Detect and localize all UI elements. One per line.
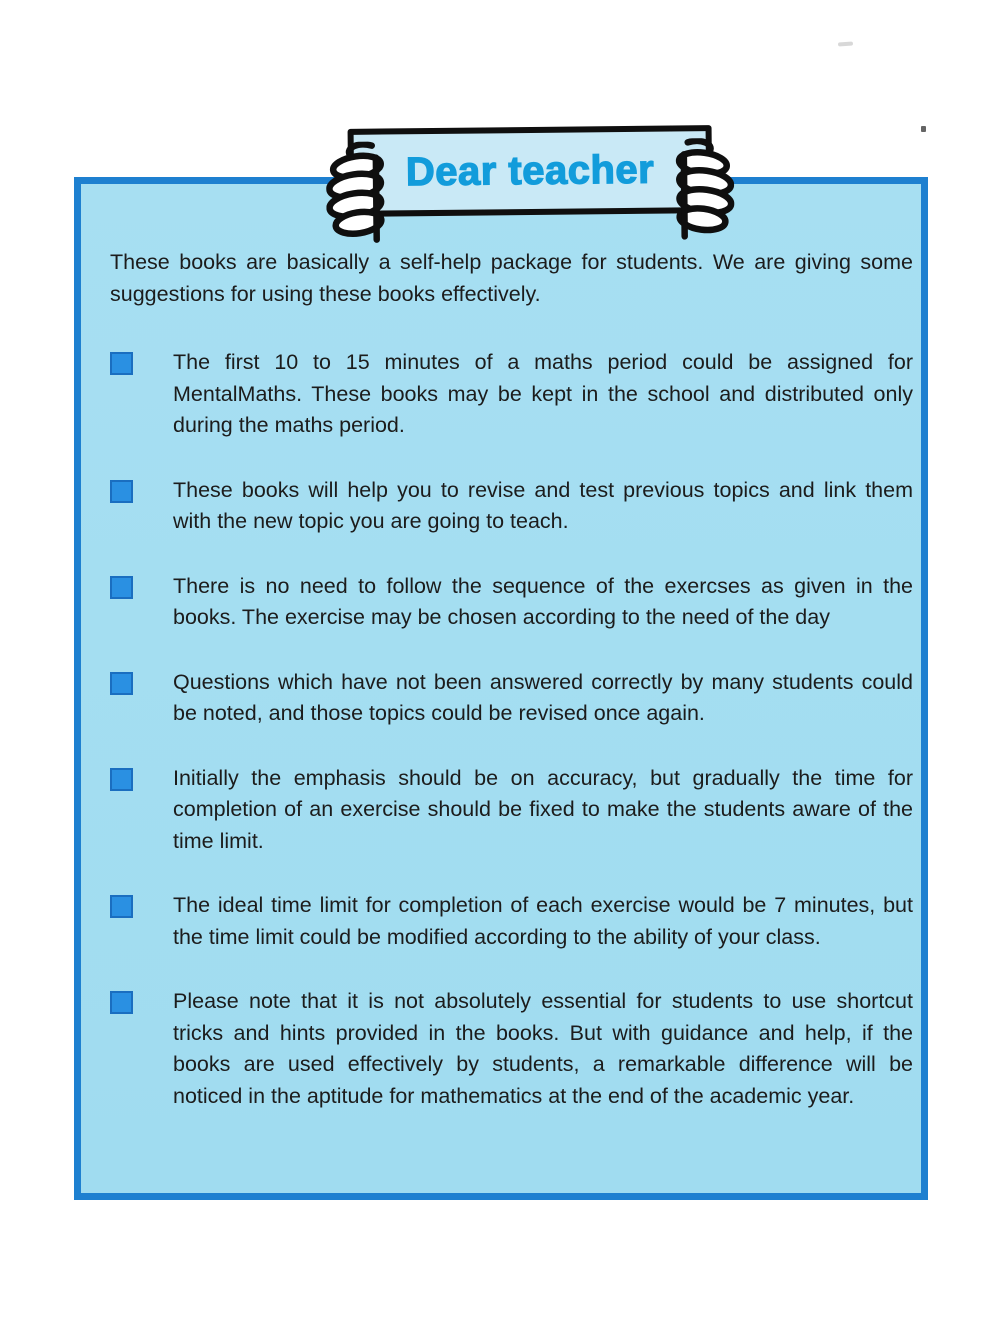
bullet-text: There is no need to follow the sequence of the exercses as given in the books. The exercise may be chosen according to the need of the day	[173, 573, 913, 629]
bullet-item	[110, 986, 913, 1112]
intro-paragraph: These books are basically a self-help package for students. We are giving some suggestions for using these books effectively.	[110, 250, 913, 306]
bullet-square-icon	[110, 672, 133, 695]
scan-artifact-dot	[921, 126, 926, 132]
panel-content	[81, 184, 921, 1193]
bullet-square-icon	[110, 895, 133, 918]
scan-artifact-dash	[838, 41, 853, 46]
dear-teacher-banner	[348, 125, 713, 217]
bullet-text: Please note that it is not absolutely essential for students to use shortcut tricks and hints provided in the books. But with guidance and help, if the books are used effectively by students, a remarkable difference will be noticed in the aptitude for mathematics at the end of the academic year.	[173, 989, 913, 1108]
bullet-item	[110, 347, 913, 442]
bullet-item	[110, 763, 913, 858]
page-title: Dear teacher	[405, 147, 655, 194]
bullet-item	[110, 890, 913, 953]
bullet-text: The first 10 to 15 minutes of a maths period could be assigned for MentalMaths. These books may be kept in the school and distributed only during the maths period.	[173, 350, 913, 437]
bullet-text: These books will help you to revise and test previous topics and link them with the new topic you are going to teach.	[173, 477, 913, 533]
bullet-square-icon	[110, 576, 133, 599]
bullet-text: Initially the emphasis should be on accuracy, but gradually the time for completion of an exercise should be fixed to make the students aware of the time limit.	[173, 765, 913, 853]
bullet-text: Questions which have not been answered correctly by many students could be noted, and those topics could be revised once again.	[173, 669, 913, 725]
content-panel	[74, 177, 928, 1200]
right-fist-icon	[670, 138, 735, 245]
bullet-item	[110, 475, 913, 538]
bullet-item	[110, 571, 913, 634]
bullet-square-icon	[110, 480, 133, 503]
bullet-item	[110, 667, 913, 730]
left-fist-icon	[326, 141, 391, 248]
bullet-text: The ideal time limit for completion of each exercise would be 7 minutes, but the time limit could be modified according to the ability of your class.	[173, 893, 913, 949]
bullet-square-icon	[110, 991, 133, 1014]
bullet-square-icon	[110, 352, 133, 375]
bullet-square-icon	[110, 768, 133, 791]
